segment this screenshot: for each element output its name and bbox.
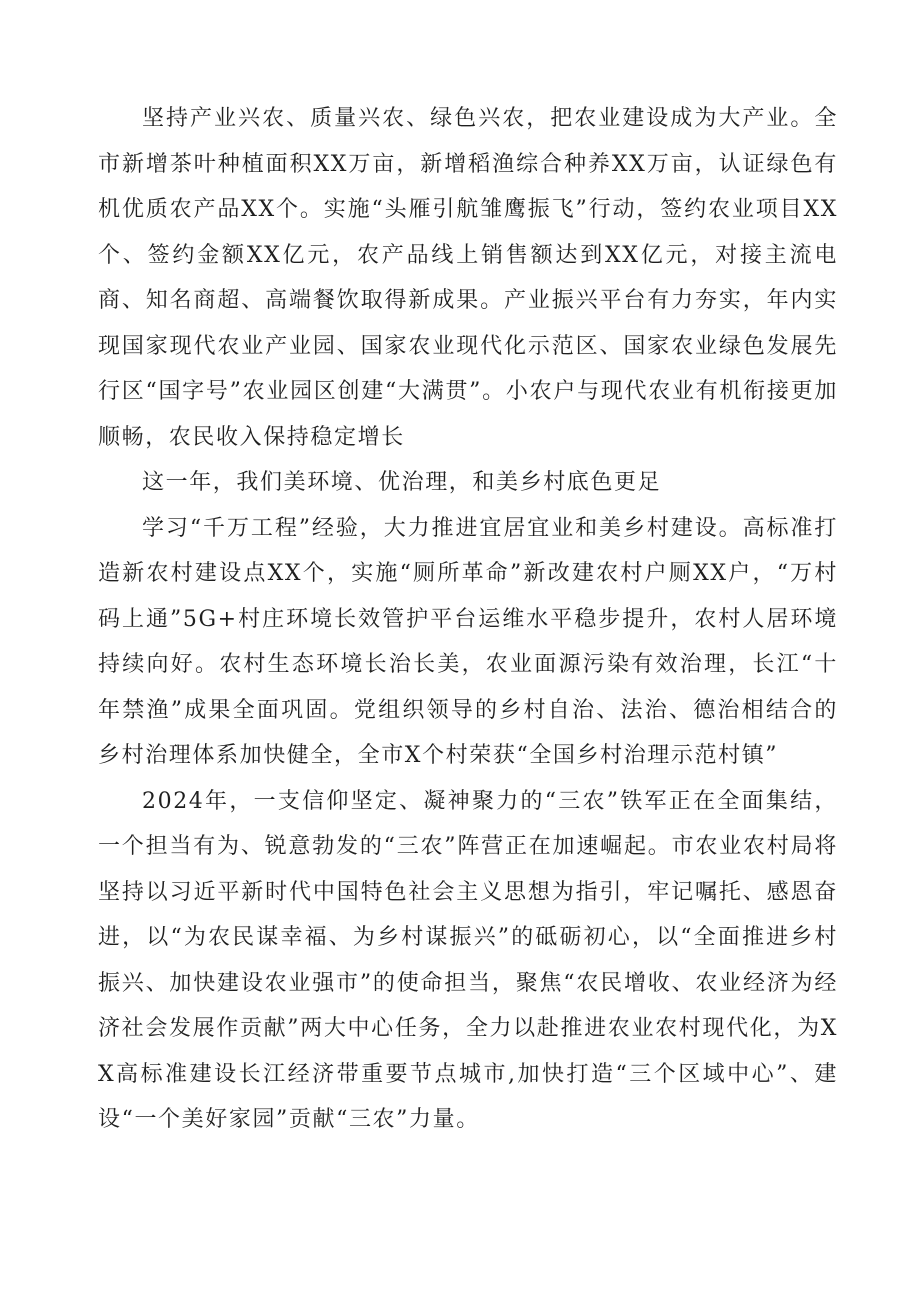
document-page [98, 96, 838, 1143]
paragraph-agriculture-industry: 坚持产业兴农、质量兴农、绿色兴农，把农业建设成为大产业。全市新增茶叶种植面积XX万亩，新增稻渔综合种养XX万亩，认证绿色有机优质农产品XX个。实施“头雁引航雏鹰振飞”行动，签约农业项目XX个、签约金额XX亿元，农产品线上销售额达到XX亿元，对接主流电商、知名商超、高端餐饮取得新成果。产业振兴平台有力夯实，年内实现国家现代农业产业园、国家农业现代化示范区、国家农业绿色发展先行区“国字号”农业园区创建“大满贯”。小农户与现代农业有机衔接更加顺畅，农民收入保持稳定增长 [98, 106, 838, 450]
paragraph-section-heading: 这一年，我们美环境、优治理，和美乡村底色更足 [142, 470, 662, 495]
paragraph-2024-outlook: 2024年，一支信仰坚定、凝神聚力的“三农”铁军正在全面集结，一个担当有为、锐意勃发的“三农”阵营正在加速崛起。市农业农村局将坚持以习近平新时代中国特色社会主义思想为指引，牢记嘱托、感恩奋进，以“为农民谋幸福、为乡村谋振兴”的砥砺初心，以“全面推进乡村振兴、加快建设农业强市”的使命担当，聚焦“农民增收、农业经济为经济社会发展作贡献”两大中心任务，全力以赴推进农业农村现代化，为XX高标准建设长江经济带重要节点城市,加快打造“三个区域中心”、建设“一个美好家园”贡献“三农”力量。 [98, 788, 838, 1132]
paragraph-rural-construction: 学习“千万工程”经验，大力推进宜居宜业和美乡村建设。高标准打造新农村建设点XX个，实施“厕所革命”新改建农村户厕XX户，“万村码上通”5G+村庄环境长效管护平台运维水平稳步提升，农村人居环境持续向好。农村生态环境长治长美，农业面源污染有效治理，长江“十年禁渔”成果全面巩固。党组织领导的乡村自治、法治、德治相结合的乡村治理体系加快健全，全市X个村荣获“全国乡村治理示范村镇” [98, 515, 838, 768]
